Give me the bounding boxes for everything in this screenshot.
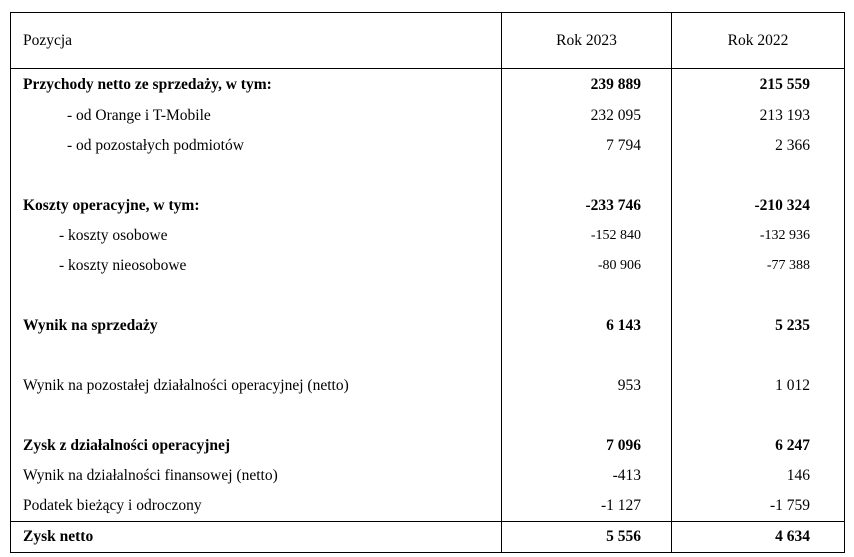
row-label: Podatek bieżący i odroczony [11, 491, 502, 522]
row-label: Zysk z działalności operacyjnej [11, 431, 502, 461]
row-value-2022: -1 759 [672, 491, 845, 522]
row-value-2023: 5 556 [502, 522, 672, 553]
row-value-2023: 953 [502, 371, 672, 401]
table-row [11, 191, 845, 221]
financial-table [10, 12, 845, 553]
row-label: Przychody netto ze sprzedaży, w tym: [11, 69, 502, 102]
row-label: Wynik na działalności finansowej (netto) [11, 461, 502, 491]
spacer-row [11, 401, 845, 431]
row-label: - koszty nieosobowe [11, 251, 502, 281]
row-value-2022: 215 559 [672, 69, 845, 102]
row-label: Wynik na sprzedaży [11, 311, 502, 341]
row-value-2022: 2 366 [672, 131, 845, 161]
spacer-row [11, 161, 845, 191]
row-value-2022: -77 388 [672, 251, 845, 281]
table-row [11, 131, 845, 161]
table-row [11, 251, 845, 281]
header-position: Pozycja [11, 13, 502, 69]
row-value-2023: 7 794 [502, 131, 672, 161]
spacer-row [11, 341, 845, 371]
row-value-2023: 232 095 [502, 101, 672, 131]
header-year-2022: Rok 2022 [672, 13, 845, 69]
row-value-2022: 213 193 [672, 101, 845, 131]
row-label: - od pozostałych podmiotów [11, 131, 502, 161]
row-value-2023: 6 143 [502, 311, 672, 341]
row-value-2022: 5 235 [672, 311, 845, 341]
table-row [11, 461, 845, 491]
row-value-2022: 1 012 [672, 371, 845, 401]
row-label: - koszty osobowe [11, 221, 502, 251]
row-label: - od Orange i T-Mobile [11, 101, 502, 131]
row-value-2023: 7 096 [502, 431, 672, 461]
table-row [11, 431, 845, 461]
row-label: Wynik na pozostałej działalności operacyjnej (netto) [11, 371, 502, 401]
table-row [11, 101, 845, 131]
row-value-2022: -132 936 [672, 221, 845, 251]
table-row [11, 221, 845, 251]
row-value-2023: -1 127 [502, 491, 672, 522]
row-value-2023: 239 889 [502, 69, 672, 102]
row-value-2023: -80 906 [502, 251, 672, 281]
table-row [11, 311, 845, 341]
row-value-2022: -210 324 [672, 191, 845, 221]
row-label: Koszty operacyjne, w tym: [11, 191, 502, 221]
row-value-2023: -413 [502, 461, 672, 491]
table-header-row [11, 13, 845, 69]
row-value-2023: -233 746 [502, 191, 672, 221]
row-value-2022: 6 247 [672, 431, 845, 461]
table-row [11, 371, 845, 401]
table-row-total [11, 522, 845, 553]
header-year-2023: Rok 2023 [502, 13, 672, 69]
row-value-2022: 4 634 [672, 522, 845, 553]
table-row [11, 491, 845, 522]
spacer-row [11, 281, 845, 311]
row-value-2023: -152 840 [502, 221, 672, 251]
table-row [11, 69, 845, 102]
row-value-2022: 146 [672, 461, 845, 491]
row-label: Zysk netto [11, 522, 502, 553]
